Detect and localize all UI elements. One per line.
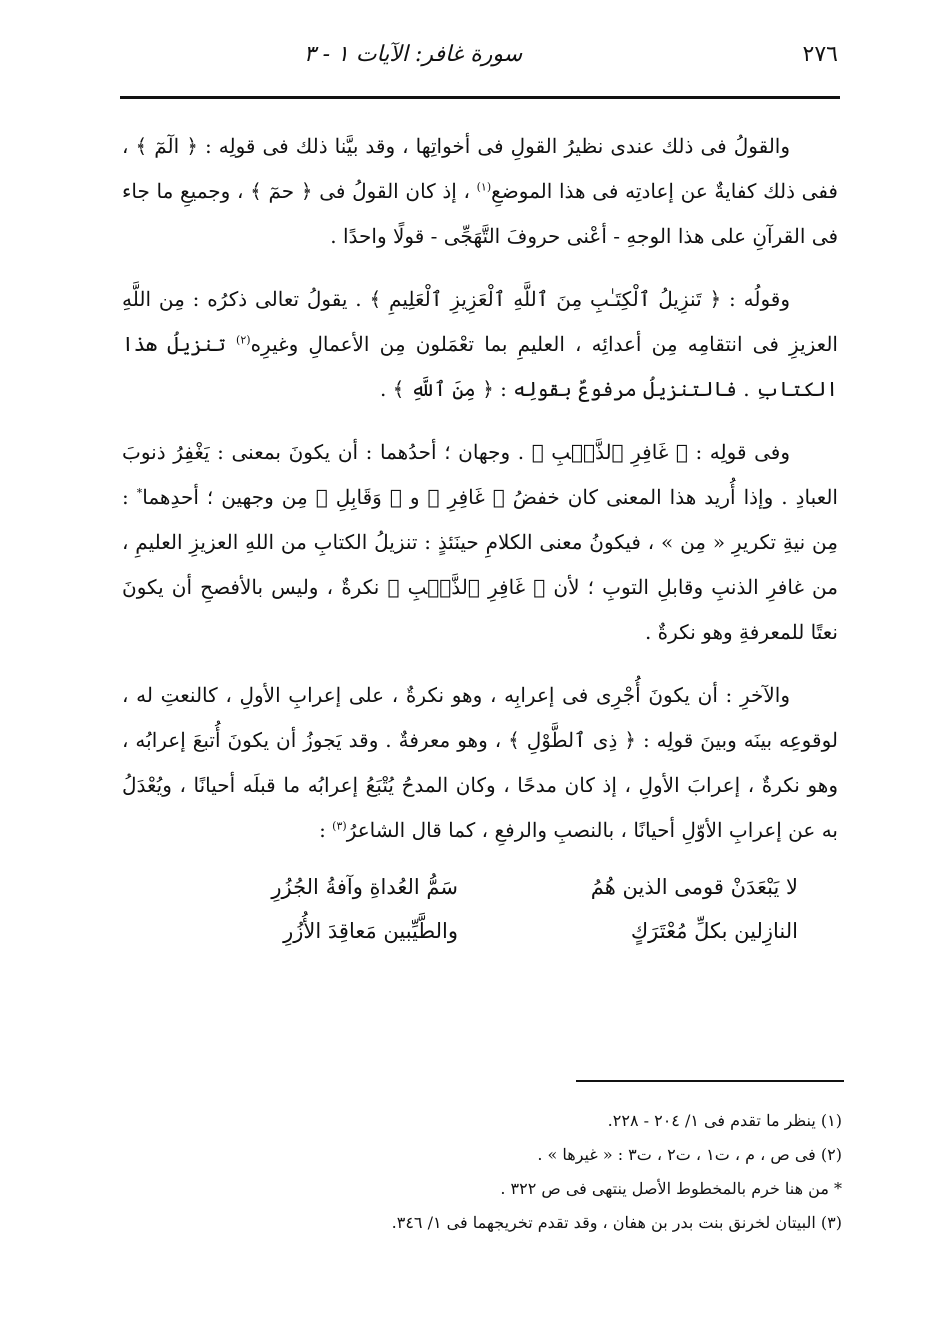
verse-first-hemistich: النازِلين بكلِّ مُعْتَرَكٍ bbox=[630, 919, 798, 943]
paragraph: والآخرِ : أن يكونَ أُجْرِى فى إعرابِه ، وهو نكرةٌ ، على إعرابِ الأولِ ، كالنعتِ له ، لوقوعِه بينَه وبينَ قولِه : ﴿ ذِى ٱلطَّوْلِ ﴾ ، وهو معرفةٌ . وقد يَجوزُ أن يكونَ أُتبعَ إعرابُه ، وهو نكرةٌ ، إعرابَ الأولِ ، إذ كان مدحًا ، وكان المدحُ يُتْبَعُ إعرابُه ما قبلَه أحيانًا ، ويُعْدَلُ به عن إعرابِ الأوّلِ أحيانًا ، بالنصبِ والرفعِ ، كما قال الشاعرُ$^{(٣)}$ : bbox=[122, 683, 838, 842]
footnote: * من هنا خرم بالمخطوط الأصل ينتهى فى ص ٣٢٢ . bbox=[500, 1179, 842, 1198]
footnote: (٢) فى ص ، م ، ت١ ، ت٢ ، ت٣ : « غيرها » . bbox=[537, 1145, 842, 1164]
footnotes bbox=[150, 1104, 842, 1240]
paragraph: وقولُه : ﴿ تَنزِيلُ ٱلْكِتَـٰبِ مِنَ ٱللَّهِ ٱلْعَزِيزِ ٱلْعَلِيمِ ﴾ . يقولُ تعالى ذكرُه : مِن اللَّهِ العزيزِ فى انتقامِه مِن أعدائِه ، العليمِ بما تعْمَلون مِن الأعمالِ وغيرِه$^{(٢)}$ تنزيلُ هذا الكتابِ . فالتنزيلُ مرفوعٌ بقولِه : ﴿ مِنَ ٱللَّهِ ﴾ . bbox=[122, 287, 838, 401]
footnote-marker: * bbox=[136, 486, 143, 500]
verse-second-hemistich: والطَّيِّبين مَعاقِدَ الأُزُرِ bbox=[283, 919, 458, 943]
header-rule bbox=[120, 96, 840, 99]
footnote: (١) ينظر ما تقدم فى ١/ ٢٠٤ - ٢٢٨. bbox=[607, 1111, 842, 1130]
page-header bbox=[118, 36, 838, 82]
page-number: ٢٧٦ bbox=[802, 42, 838, 67]
paragraph: والقولُ فى ذلك عندى نظيرُ القولِ فى أخواتِها ، وقد بيَّنا ذلك فى قولِه : ﴿ الٓمٓ ﴾ ، ففى ذلك كفايةٌ عن إعادتِه فى هذا الموضعِ$^{(١)}$ ، إذ كان القولُ فى ﴿ حمٓ ﴾ ، وجميعِ ما جاء فى القرآنِ على هذا الوجهِ - أعْنى حروفَ التَّهَجِّى - قولًا واحدًا . bbox=[122, 134, 838, 248]
verse-first-hemistich: لا يَبْعَدَنْ قومى الذين هُمُ bbox=[590, 875, 798, 899]
footnote-marker: (١) bbox=[476, 180, 492, 194]
poetry-block bbox=[122, 865, 838, 953]
footnote: (٣) البيتان لخرنق بنت بدر بن هفان ، وقد تقدم تخريجهما فى ١/ ٣٤٦. bbox=[391, 1213, 842, 1232]
running-title: سورة غافر: الآيات ١ - ٣ bbox=[303, 42, 523, 67]
footnote-marker: (٣) bbox=[332, 819, 347, 833]
verse-line bbox=[122, 909, 798, 953]
paragraph: وفى قولِه : ﴿ غَافِرِ ٱلذَّنۢبِ ﴾ . وجهان ؛ أحدُهما : أن يكونَ بمعنى : يَغْفِرُ ذنوبَ العبادِ . وإذا أُريد هذا المعنى كان خفضُ ﴿ غَافِرِ ﴾ و ﴿ وَقَابِلِ ﴾ مِن وجهين ؛ أحدِهما* : مِن نيةِ تكريرِ « مِن » ، فيكونُ معنى الكلامِ حينَئذٍ : تنزيلُ الكتابِ من اللهِ العزيزِ العليمِ ، من غافرِ الذنبِ وقابلِ التوبِ ؛ لأن ﴿ غَافِرِ ٱلذَّنۢبِ ﴾ نكرةٌ ، وليس بالأفصحِ أن يكونَ نعتًا للمعرفةِ وهو نكرةٌ . bbox=[122, 440, 838, 644]
main-text bbox=[122, 124, 838, 953]
verse-second-hemistich: سَمُّ العُداةِ وآفةُ الجُزُرِ bbox=[271, 875, 458, 899]
verse-line bbox=[122, 865, 798, 909]
footnote-marker: (٢) bbox=[236, 333, 251, 347]
footnote-separator bbox=[576, 1080, 844, 1082]
